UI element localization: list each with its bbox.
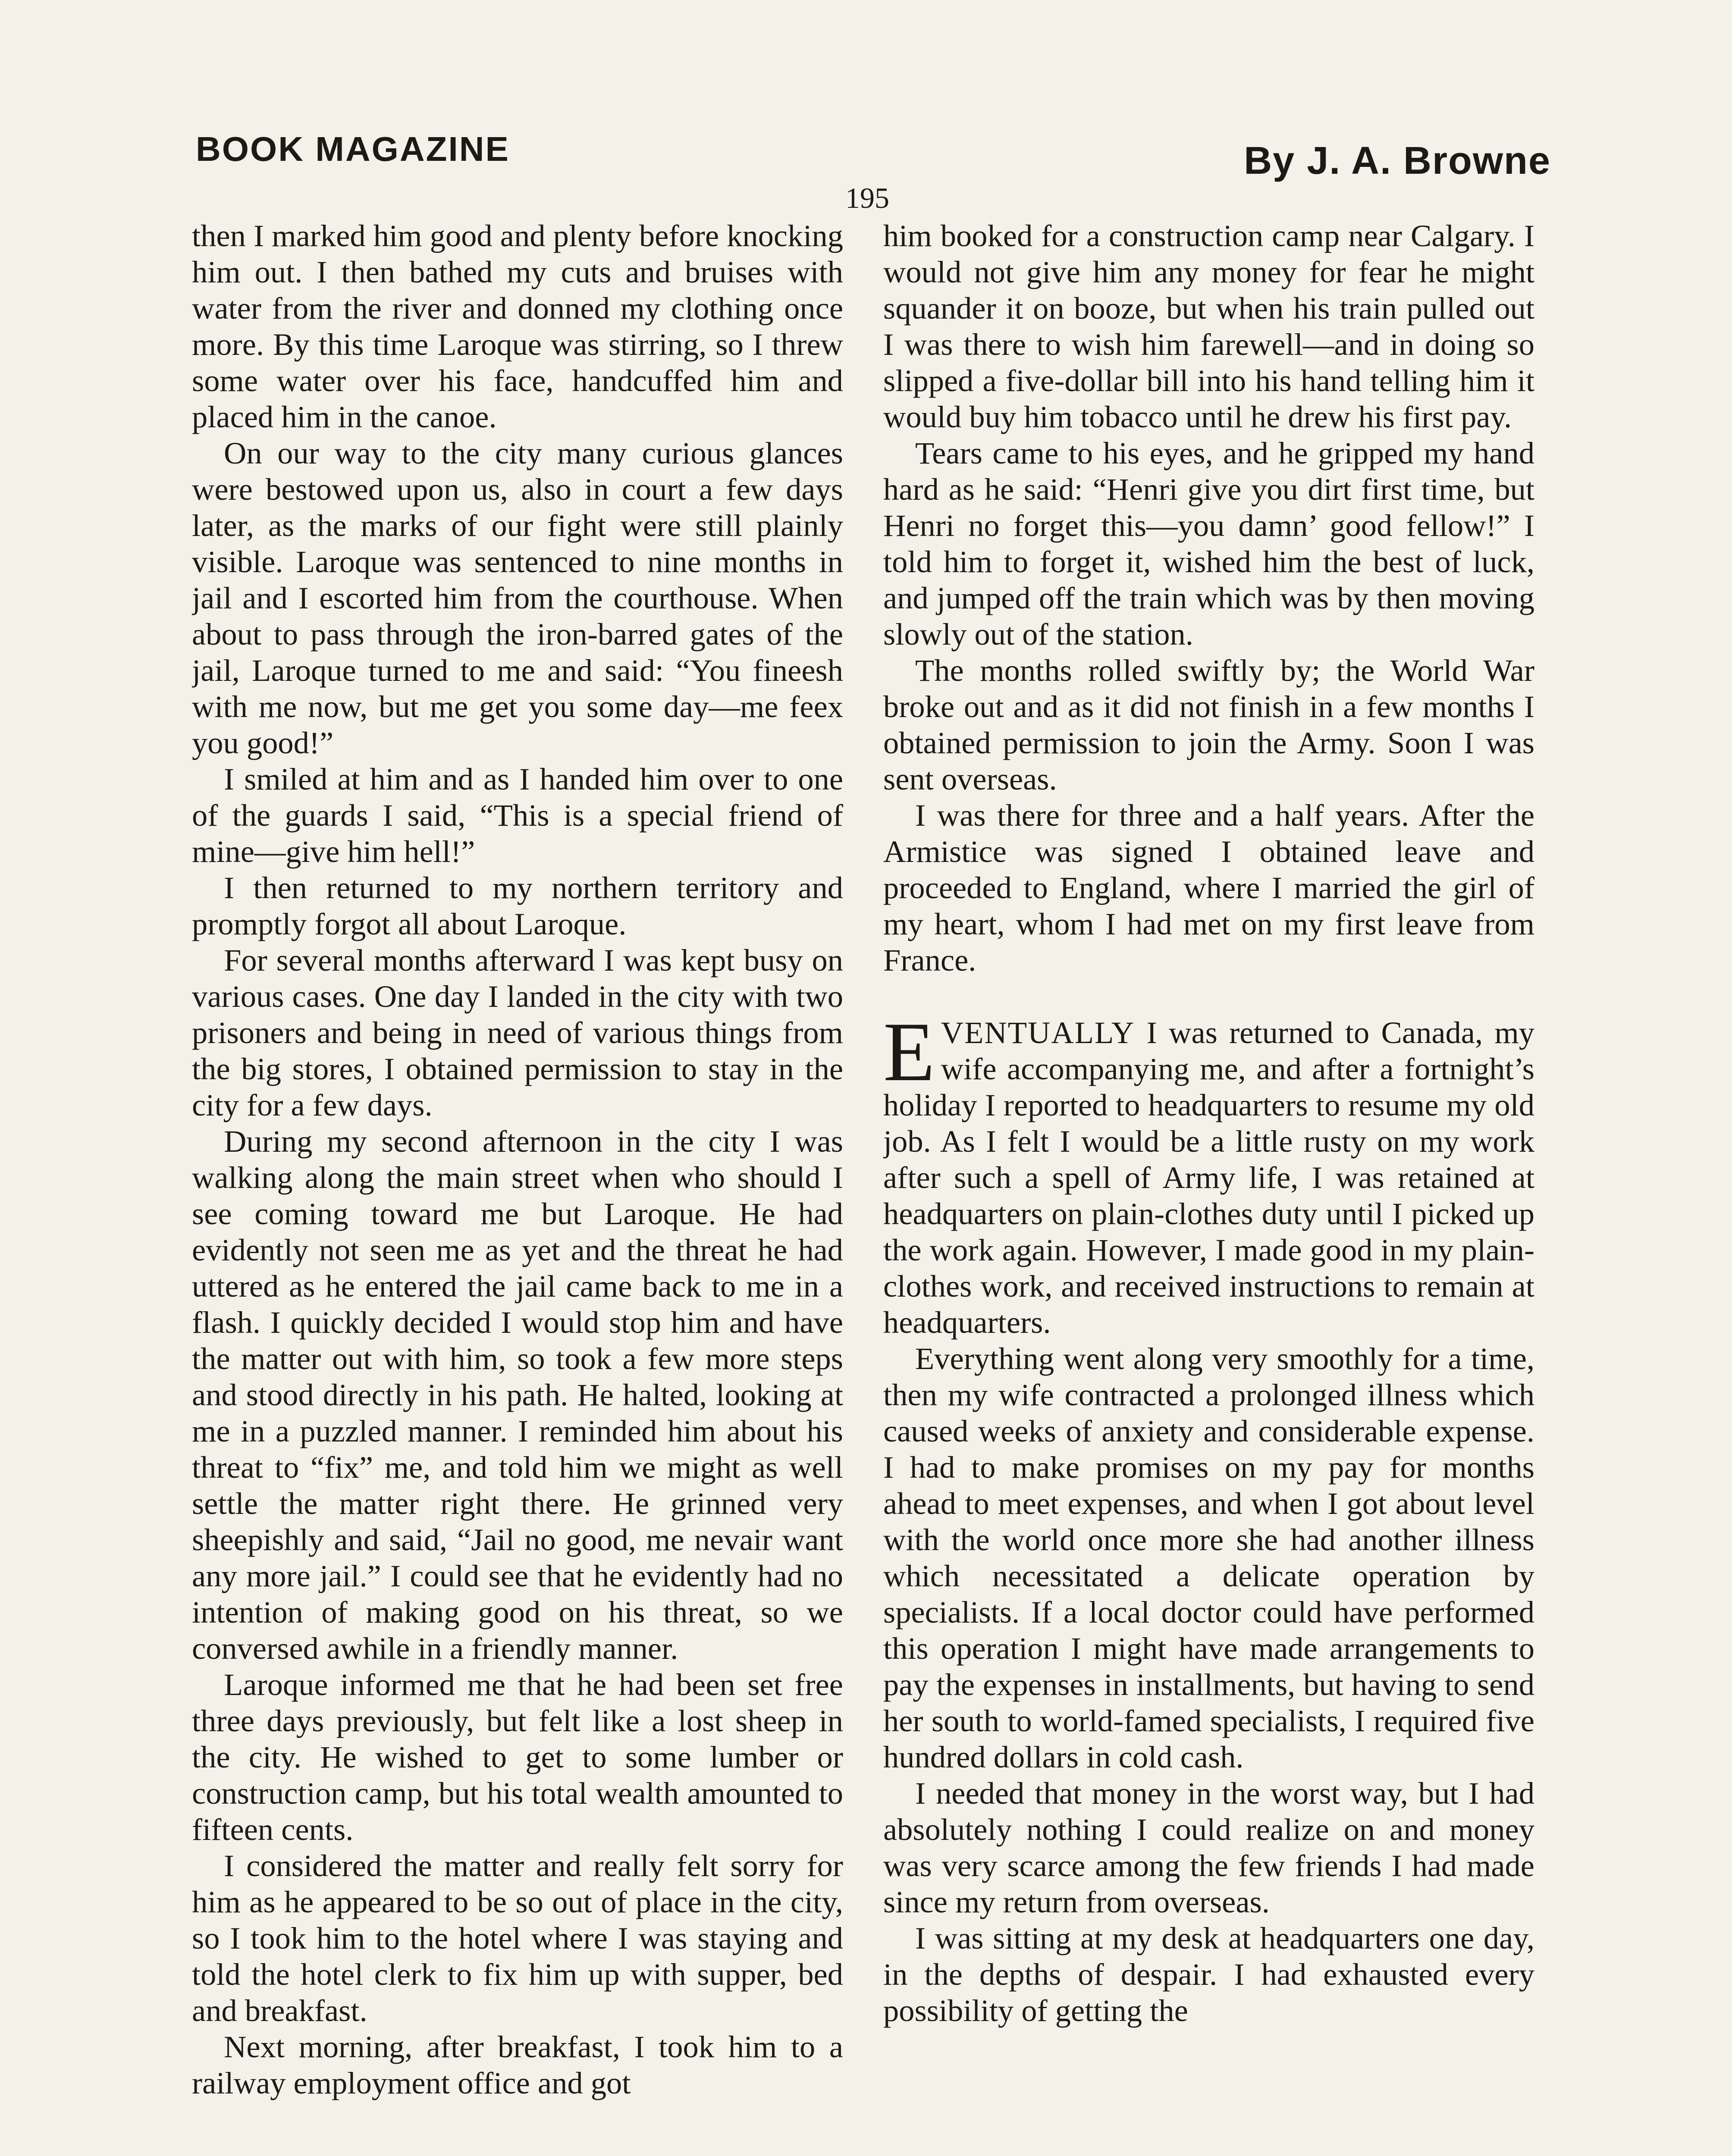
drop-cap-letter: E <box>883 1005 935 1099</box>
paragraph: Everything went along very smoothly for a time, then my wife contracted a prolonged illness which caused weeks of anxiety and considerable expense. I had to make promises on my pay for months ahead to meet expenses, and when I got about level with the world once more she had another illness which necessitated a delicate operation by specialists. If a local doctor could have performed this operation I might have made arrangements to pay the expenses in installments, but having to send her south to world-famed specialists, I required five hundred dollars in cold cash. <box>883 1341 1534 1774</box>
paragraph: then I marked him good and plenty before knocking him out. I then bathed my cuts and bruises with water from the river and donned my clothing once more. By this time Laroque was stirring, so I threw some water over his face, handcuffed him and placed him in the canoe. <box>192 218 843 434</box>
paragraph: During my second afternoon in the city I was walking along the main street when who should I see coming toward me but Laroque. He had evidently not seen me as yet and the threat he had uttered as he entered the jail came back to me in a flash. I quickly decided I would stop him and have the matter out with him, so took a few more steps and stood directly in his path. He halted, looking at me in a puzzled manner. I reminded him about his threat to “fix” me, and told him we might as well settle the matter right there. He grinned very sheepishly and said, “Jail no good, me nevair want any more jail.” I could see that he evidently had no intention of making good on his threat, so we conversed awhile in a friendly manner. <box>192 1124 843 1666</box>
drop-cap-paragraph-text: I was returned to Canada, my wife accompanying me, and after a fortnight’s holiday I reported to headquarters to resume my old job. As I felt I would be a little rusty on my work after such a spell of Army life, I was retained at headquarters on plain-clothes duty until I picked up the work again. However, I made good in my plain-clothes work, and received instructions to remain at headquarters. <box>883 1015 1534 1340</box>
author-byline: By J. A. Browne <box>1244 139 1551 182</box>
paragraph: I considered the matter and really felt sorry for him as he appeared to be so out of place in the city, so I took him to the hotel where I was staying and told the hotel clerk to fix him up with supper, bed and breakfast. <box>192 1848 843 2028</box>
paragraph: Next morning, after breakfast, I took him to a railway employment office and got <box>192 2029 843 2100</box>
paragraph: I needed that money in the worst way, but I had absolutely nothing I could realize on and money was very scarce among the few friends I had made since my return from overseas. <box>883 1776 1534 1919</box>
paragraph: I was there for three and a half years. After the Armistice was signed I obtained leave and proceeded to England, where I married the girl of my heart, whom I had met on my first leave from France. <box>883 798 1534 978</box>
paragraph: I smiled at him and as I handed him over to one of the guards I said, “This is a special friend of mine—give him hell!” <box>192 761 843 869</box>
right-column <box>883 218 1534 2156</box>
paragraph: Laroque informed me that he had been set free three days previously, but felt like a lost sheep in the city. He wished to get to some lumber or construction camp, but his total wealth amounted to fifteen cents. <box>192 1667 843 1847</box>
section-break <box>883 978 1534 1015</box>
paragraph: I then returned to my northern territory and promptly forgot all about Laroque. <box>192 870 843 941</box>
drop-cap-lead: VENTUALLY <box>941 1015 1135 1050</box>
page-number: 195 <box>845 182 889 214</box>
paragraph: I was sitting at my desk at headquarters one day, in the depths of despair. I had exhausted every possibility of getting the <box>883 1921 1534 2028</box>
paragraph: Tears came to his eyes, and he gripped my hand hard as he said: “Henri give you dirt first time, but Henri no forget this—you damn’ good fellow!” I told him to forget it, wished him the best of luck, and jumped off the train which was by then moving slowly out of the station. <box>883 436 1534 652</box>
drop-cap-paragraph <box>883 1005 1534 1341</box>
magazine-title: BOOK MAGAZINE <box>196 130 510 168</box>
paragraph: him booked for a construction camp near Calgary. I would not give him any money for fear he might squander it on booze, but when his train pulled out I was there to wish him farewell—and in doing so slipped a five-dollar bill into his hand telling him it would buy him tobacco until he drew his first pay. <box>883 218 1534 434</box>
paragraph: The months rolled swiftly by; the World War broke out and as it did not finish in a few months I obtained permission to join the Army. Soon I was sent overseas. <box>883 653 1534 796</box>
paragraph: For several months afterward I was kept busy on various cases. One day I landed in the city with two prisoners and being in need of various things from the big stores, I obtained permission to stay in the city for a few days. <box>192 943 843 1122</box>
paragraph: On our way to the city many curious glances were bestowed upon us, also in court a few days later, as the marks of our fight were still plainly visible. Laroque was sentenced to nine months in jail and I escorted him from the courthouse. When about to pass through the iron-barred gates of the jail, Laroque turned to me and said: “You fineesh with me now, but me get you some day—me feex you good!” <box>192 436 843 760</box>
left-column <box>192 218 843 2156</box>
